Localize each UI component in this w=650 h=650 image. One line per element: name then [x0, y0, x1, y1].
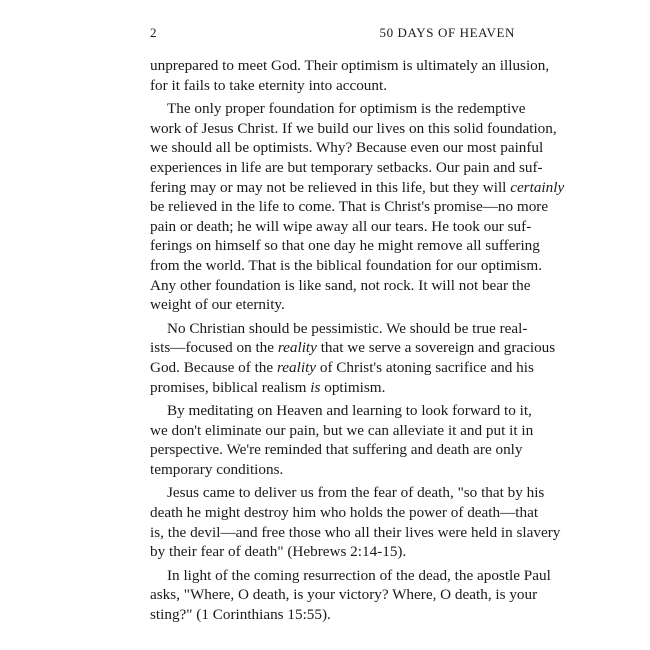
text-line: ferings on himself so that one day he might remove all suffering [150, 237, 540, 255]
page-number: 2 [150, 25, 157, 40]
text-line: pain or death; he will wipe away all our tears. He took our suf- [150, 217, 532, 235]
paragraph [150, 401, 534, 479]
text-line: from the world. That is the biblical foundation for our optimism. [150, 256, 542, 274]
paragraph [150, 319, 556, 397]
text-line: By meditating on Heaven and learning to look forward to it, [167, 402, 532, 420]
text-line: temporary conditions. [150, 460, 284, 478]
text-line: Any other foundation is like sand, not rock. It will not bear the [150, 276, 531, 294]
text-line: weight of our eternity. [150, 296, 285, 314]
text-line: experiences in life are but temporary setbacks. Our pain and suf- [150, 158, 543, 176]
text-line: sting?" (1 Corinthians 15:55). [150, 606, 331, 624]
book-title: 50 DAYS OF HEAVEN [379, 25, 515, 40]
text-line: death he might destroy him who holds the power of death—that [150, 504, 539, 522]
text-line: perspective. We're reminded that suffering and death are only [150, 441, 523, 459]
paragraph [150, 56, 550, 95]
italic-emphasis: reality [277, 339, 317, 357]
text-line: by their fear of death" (Hebrews 2:14-15). [150, 543, 407, 561]
text-line: be relieved in the life to come. That is Christ's promise—no more [150, 198, 549, 216]
italic-emphasis: reality [276, 358, 317, 376]
text-line: we should all be optimists. Why? Because even our most painful [150, 139, 544, 157]
paragraph [150, 566, 551, 625]
text-line: The only proper foundation for optimism is the redemptive [167, 100, 526, 118]
text-line: ists—focused on the reality that we serve a sovereign and gracious [150, 339, 556, 357]
paragraph [150, 483, 561, 561]
running-head [150, 25, 515, 43]
text-line: In light of the coming resurrection of the dead, the apostle Paul [167, 566, 551, 584]
text-line: we don't eliminate our pain, but we can alleviate it and put it in [150, 421, 534, 439]
body-text [150, 56, 565, 625]
text-line: God. Because of the reality of Christ's atoning sacrifice and his [150, 358, 534, 376]
text-line: Jesus came to deliver us from the fear of death, "so that by his [167, 484, 545, 502]
text-line: for it fails to take eternity into account. [150, 76, 388, 94]
text-line: is, the devil—and free those who all their lives were held in slavery [150, 523, 561, 541]
text-line: fering may or may not be relieved in this life, but they will certainly [150, 178, 565, 196]
text-line: No Christian should be pessimistic. We should be true real- [167, 319, 528, 337]
text-line: asks, "Where, O death, is your victory? Where, O death, is your [150, 586, 538, 604]
italic-emphasis: certainly [510, 178, 565, 196]
text-line: unprepared to meet God. Their optimism is ultimately an illusion, [150, 57, 550, 74]
paragraph [150, 99, 565, 315]
italic-emphasis: is [310, 378, 321, 396]
text-line: work of Jesus Christ. If we build our lives on this solid foundation, [150, 119, 557, 137]
text-line: promises, biblical realism is optimism. [150, 378, 386, 396]
